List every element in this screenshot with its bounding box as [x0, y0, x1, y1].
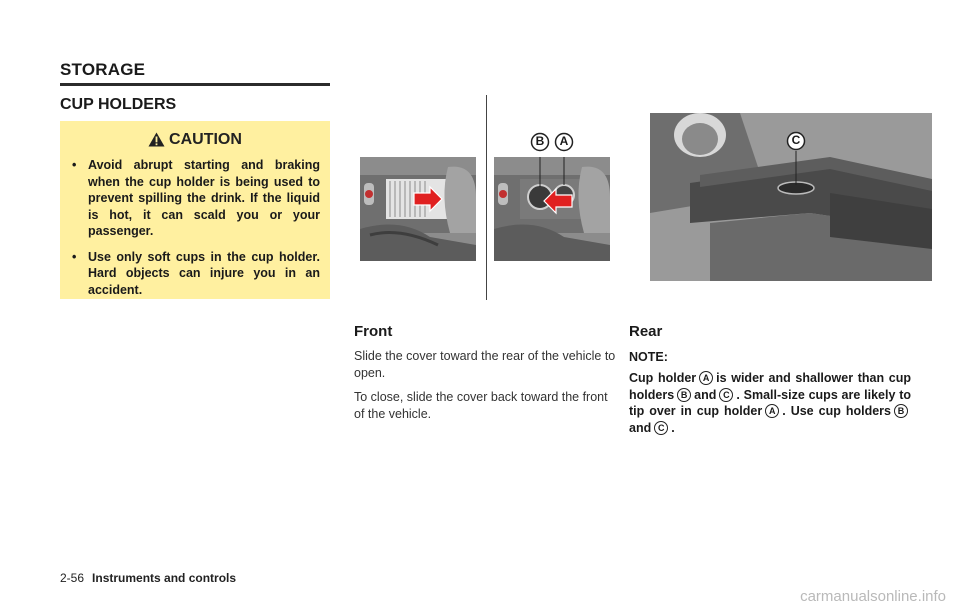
note-text-segment: and	[629, 420, 652, 435]
front-cup-holder-open-illustration	[494, 157, 610, 261]
note-text-segment: Cup holder	[629, 371, 697, 385]
caution-item: • Avoid abrupt starting and braking when the cup holder is being used to prevent spilling the drink. If the liquid is hot, it can scald you or your passenger.	[72, 157, 320, 240]
figure-divider	[486, 95, 487, 300]
caution-item: • Use only soft cups in the cup holder. Hard objects can injure you in an accident.	[72, 249, 320, 299]
note-text-segment: is wider and shallower than cup holders	[629, 371, 911, 402]
callout-a-label: A	[559, 134, 569, 148]
chapter-name: Instruments and controls	[92, 571, 237, 585]
ref-b-icon: B	[677, 388, 691, 402]
watermark: carmanualsonline.info	[800, 588, 946, 605]
note-text-segment: . Use cup holders	[782, 404, 891, 418]
caution-list	[72, 157, 320, 307]
rear-note-text	[629, 370, 911, 436]
ref-c-icon: C	[654, 421, 668, 435]
subsection-title: CUP HOLDERS	[60, 96, 177, 113]
page-footer	[60, 571, 236, 585]
front-cup-holder-closed-illustration	[360, 157, 476, 261]
page-number: 2-56	[60, 571, 85, 585]
section-rule	[60, 83, 330, 86]
front-body	[354, 348, 616, 430]
ref-a-icon: A	[765, 404, 779, 418]
front-open-instructions: Slide the cover toward the rear of the vehicle to open.	[354, 349, 616, 380]
ref-b-icon: B	[894, 404, 908, 418]
ref-a-icon: A	[699, 371, 713, 385]
note-text-segment: and	[694, 387, 717, 402]
front-close-instructions: To close, slide the cover back toward the front of the vehicle.	[354, 390, 608, 421]
caution-header	[60, 131, 330, 149]
warning-triangle-icon	[148, 132, 165, 147]
ref-c-icon: C	[719, 388, 733, 402]
note-label: NOTE:	[629, 350, 668, 364]
note-text-segment: .	[671, 420, 675, 435]
front-heading: Front	[354, 323, 393, 340]
section-title: STORAGE	[60, 60, 146, 79]
caution-box	[60, 121, 330, 299]
caution-title: CAUTION	[169, 131, 242, 148]
rear-heading: Rear	[629, 323, 663, 340]
note-text-segment: . Small-size cups are likely to tip over in cup holder	[629, 387, 911, 418]
callout-c-label: C	[791, 133, 801, 147]
callout-b-label: B	[535, 134, 545, 148]
